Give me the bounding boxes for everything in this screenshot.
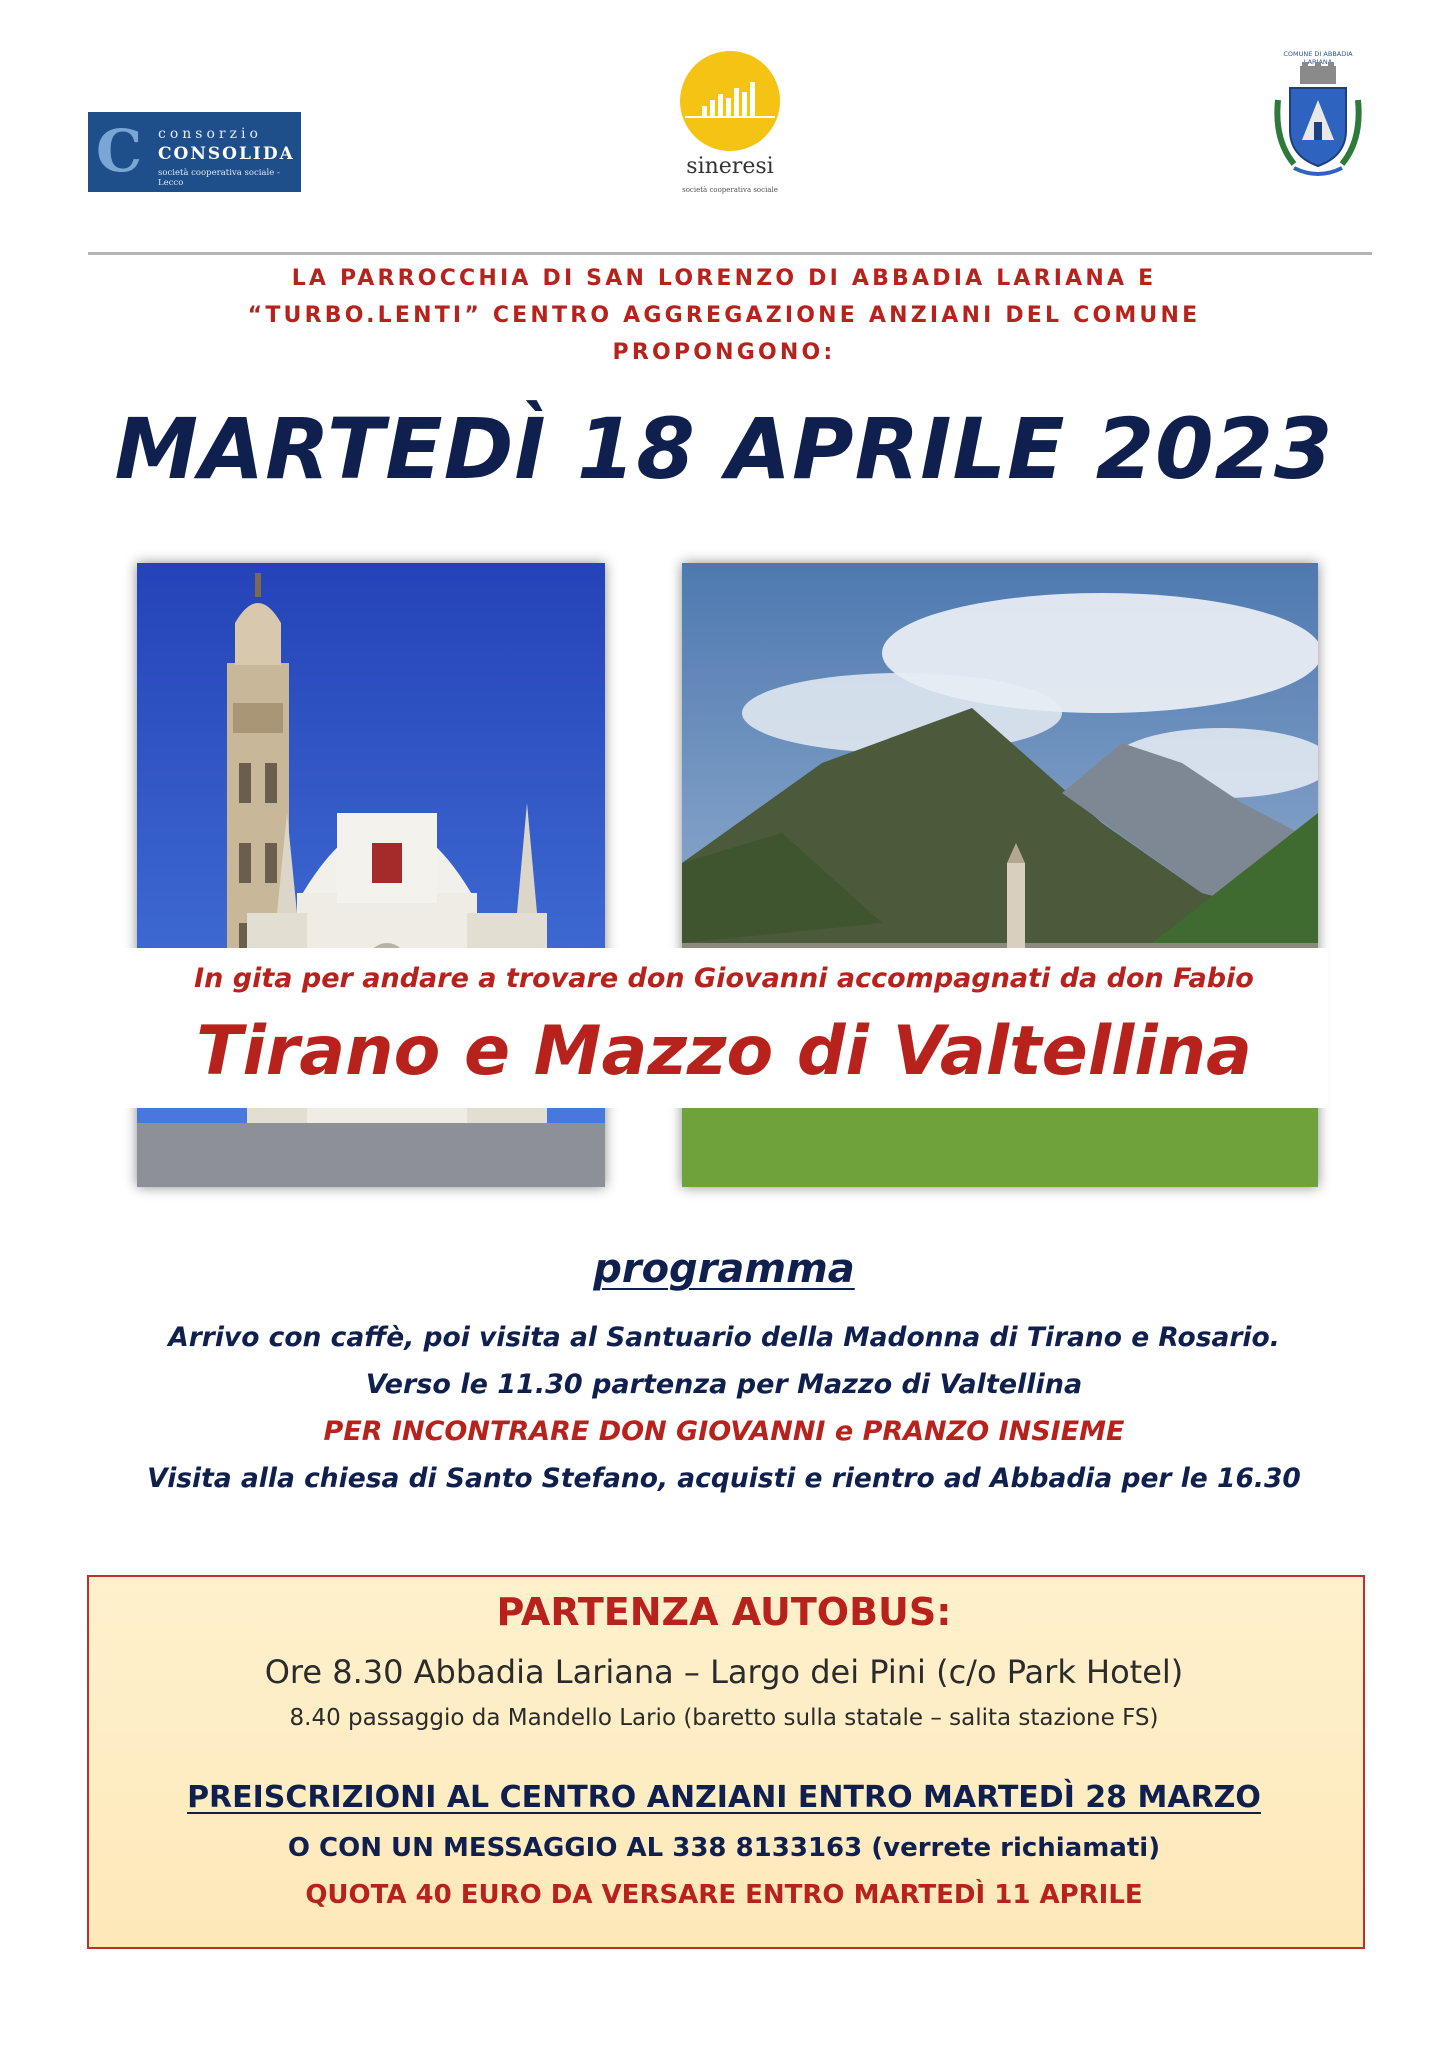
fee-notice: QUOTA 40 EURO DA VERSARE ENTRO MARTEDÌ 11 APRILE [305,1880,1143,1910]
sineresi-logo [655,48,805,203]
coat-of-arms-icon [1272,60,1364,184]
consolida-line1: consorzio [158,126,262,142]
sineresi-name: sineresi [686,154,774,179]
preregistration-title [0,1780,1448,1815]
trip-subtitle: In gita per andare a trovare don Giovanni accompagnati da don Fabio [194,963,1254,994]
program-line-1: Arrivo con caffè, poi visita al Santuario della Madonna di Tirano e Rosario. [168,1322,1280,1353]
program-line-3: PER INCONTRARE DON GIOVANNI e PRANZO INSIEME [323,1416,1125,1447]
intro-line-2: “TURBO.LENTI” CENTRO AGGREGAZIONE ANZIANI DEL COMUNE [247,303,1201,328]
programma-heading-text: programma [593,1246,855,1292]
program-line-2: Verso le 11.30 partenza per Mazzo di Valtellina [365,1369,1083,1400]
preregistration-title-text: PREISCRIZIONI AL CENTRO ANZIANI ENTRO MARTEDÌ 28 MARZO [187,1780,1261,1815]
sineresi-sun-icon [655,48,805,154]
intro-line-1: LA PARROCCHIA DI SAN LORENZO DI ABBADIA LARIANA E [291,266,1157,291]
consolida-logo [88,112,301,192]
intro-line-3: PROPONGONO: [612,340,836,365]
comune-crest [1272,50,1364,184]
bus-departure-title: PARTENZA AUTOBUS: [496,1590,952,1634]
sineresi-tagline: società cooperativa sociale [682,186,778,194]
consolida-line2: CONSOLIDA [158,144,295,164]
event-date: MARTEDÌ 18 APRILE 2023 [114,400,1334,498]
destination-title: Tirano e Mazzo di Valtellina [196,1012,1252,1091]
bus-departure-line-2: 8.40 passaggio da Mandello Lario (baretto sulla statale – salita stazione FS) [289,1705,1159,1731]
comune-label: COMUNE DI ABBADIA [1283,50,1353,58]
bus-departure-line-1: Ore 8.30 Abbadia Lariana – Largo dei Pini (c/o Park Hotel) [264,1653,1184,1691]
header-divider [88,252,1372,255]
consolida-mark-icon: C [96,117,143,185]
consolida-line3: società cooperativa sociale - Lecco [158,168,280,188]
program-line-4: Visita alla chiesa di Santo Stefano, acquisti e rientro ad Abbadia per le 16.30 [147,1463,1301,1494]
preregistration-message: O CON UN MESSAGGIO AL 338 8133163 (verrete richiamati) [287,1833,1161,1863]
programma-heading [0,1246,1448,1292]
